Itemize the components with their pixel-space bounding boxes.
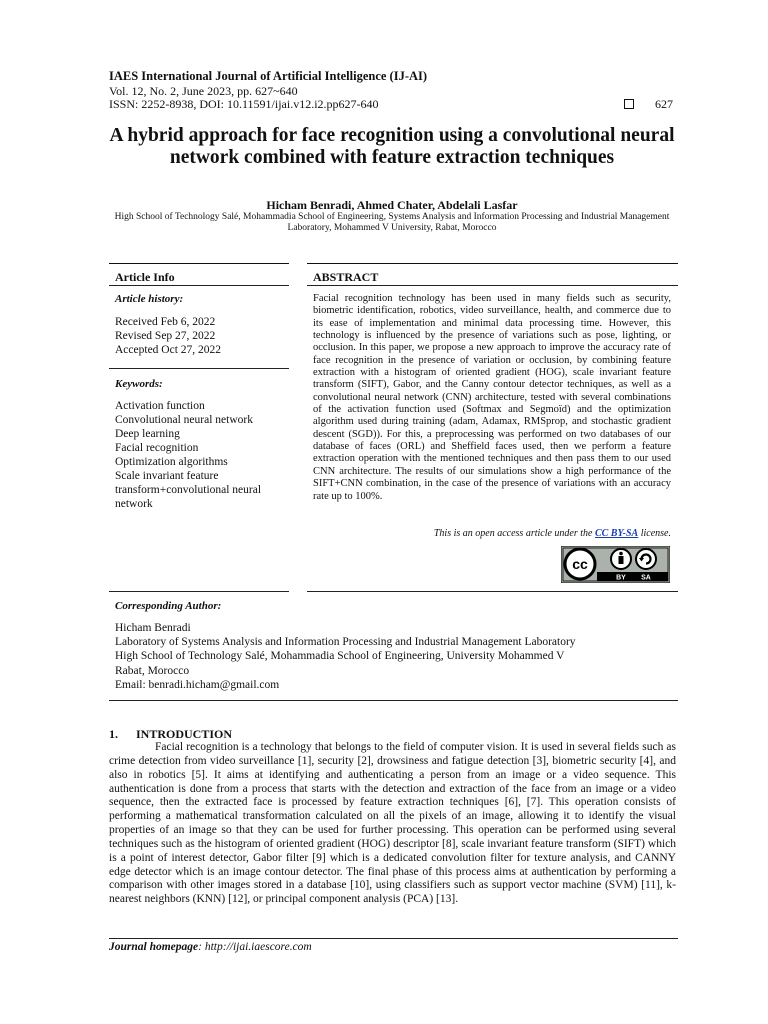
footer-rule <box>109 938 678 939</box>
cc-by-sa-link[interactable]: CC BY-SA <box>594 528 639 539</box>
author-lab: Laboratory of Systems Analysis and Information Processing and Industrial Management Laboratory <box>115 636 576 649</box>
introduction-heading: 1. INTRODUCTION <box>109 727 233 741</box>
license-prefix: This is an open access article under the <box>433 528 595 539</box>
article-history-list <box>115 315 221 357</box>
journal-homepage <box>109 941 312 953</box>
license-line <box>313 528 671 539</box>
introduction-paragraph: Facial recognition is a technology that belongs to the field of computer vision. It is used in several fields such as crime detection from video surveillance [1], security [2], drowsiness and fatigue detection [3], biometric security [4], and also in robotics [5]. It aims at identifying and authenticating a person from an image or a video sequence. This authentication is done from a process that starts with the detection and extraction of the face from an image or a video sequence, then the extracted face is processed by feature extraction techniques [6], [7]. This operation consists of performing a mathematical transformation calculated on all the pixels of an image, allowing it to identify the visual properties of an image so that they can be used for further processing. This operation can be performed using several techniques such as the histogram of oriented gradient (HOG) descriptor [8], scale invariant feature transform (SIFT) which is a point of interest detector, Gabor filter [9] which is a dedicated convolution filter for texture analysis, and CANNY edge detector which is an image contour detector. The final phase of this process aims at authentication by performing a comparison with other images stored in a database [10], using classifiers such as support vector machine (SVM) [11], k-nearest neighbors (KNN) [12], or principal component analysis (PCA) [13]. <box>109 741 676 906</box>
history-revised: Revised Sep 27, 2022 <box>115 330 216 342</box>
journal-homepage-url[interactable]: : http://ijai.iaescore.com <box>198 941 312 953</box>
keywords-bottom-rule <box>109 591 289 592</box>
journal-homepage-label: Journal homepage <box>109 941 199 953</box>
author-list: Hicham Benradi, Ahmed Chater, Abdelali Lasfar <box>266 198 518 212</box>
cc-letters: cc <box>572 556 588 572</box>
article-info-top-rule <box>109 263 289 264</box>
keyword-item: Scale invariant feature <box>115 470 219 482</box>
article-info-heading-rule <box>109 285 289 286</box>
paper-title: A hybrid approach for face recognition using a convolutional neural network combined with feature extraction techniques <box>109 125 675 168</box>
abstract-text: Facial recognition technology has been used in many fields such as security, biometric identification, robotics, video surveillance, health, and commerce due to its ease of implementation and minimal data processing time. However, this technology is influenced by the presence of variations such as pose, lighting, or occlusion. In this paper, we propose a new approach to improve the accuracy rate of face recognition in the presence of variation or occlusion, by combining feature extraction with a histogram of oriented gradient (HOG), scale invariant feature transform (SIFT), Gabor, and the Canny contour detector techniques, as well as a convolutional neural network (CNN) architecture, tested with several combinations of the activation function used (Softmax and Segmoïd) and the optimization algorithm used during training (adam, Adamax, RMSprop, and stochastic gradient descent (SGD)). For this, a preprocessing was performed on two databases of our database of faces (ORL) and Sheffield faces used, then we perform a feature extraction operation with the mentioned techniques and then pass them to our used CNN architecture. The results of our simulations show a high performance of the SIFT+CNN combination, in the case of the presence of variations with an accuracy rate up to 100%. <box>313 293 671 502</box>
keyword-item: Optimization algorithms <box>115 456 228 468</box>
issn-doi-line: ISSN: 2252-8938, DOI: 10.11591/ijai.v12.i2.pp627-640 <box>109 97 379 111</box>
history-divider-rule <box>109 368 289 369</box>
square-box-icon <box>624 99 634 109</box>
abstract-heading: ABSTRACT <box>313 270 379 284</box>
abstract-heading-rule <box>307 285 678 286</box>
keyword-item: Activation function <box>115 400 205 412</box>
keyword-item: Facial recognition <box>115 442 199 454</box>
introduction-body <box>109 741 676 907</box>
badge-sa-label: SA <box>641 574 651 582</box>
author-school: High School of Technology Salé, Mohammadia School of Engineering, University Mohammed V <box>115 650 565 663</box>
history-received: Received Feb 6, 2022 <box>115 316 216 328</box>
corresponding-bottom-rule <box>109 700 678 701</box>
keyword-item: Deep learning <box>115 428 180 440</box>
badge-by-label: BY <box>616 574 626 582</box>
keyword-item: network <box>115 498 153 510</box>
history-accepted: Accepted Oct 27, 2022 <box>115 344 222 356</box>
keyword-item: transform+convolutional neural <box>115 484 262 496</box>
keyword-item: Convolutional neural network <box>115 414 253 426</box>
author-email: Email: benradi.hicham@gmail.com <box>115 678 280 691</box>
affiliation: High School of Technology Salé, Mohammadia School of Engineering, Systems Analysis and Information Processing and Industrial Management Laboratory, Mohammed V University, Rabat, Morocco <box>114 212 670 233</box>
page-number: 627 <box>655 97 673 111</box>
article-info-heading: Article Info <box>115 270 175 284</box>
author-name: Hicham Benradi <box>115 622 191 634</box>
journal-name: IAES International Journal of Artificial Intelligence (IJ-AI) <box>109 69 428 83</box>
keywords-heading: Keywords: <box>115 378 163 390</box>
license-suffix: license. <box>638 528 671 539</box>
corresponding-author-heading: Corresponding Author: <box>115 600 222 612</box>
corresponding-author-details <box>115 621 576 692</box>
cc-by-sa-badge-icon[interactable] <box>561 546 670 583</box>
abstract-top-rule <box>307 263 678 264</box>
keywords-list <box>115 399 261 511</box>
author-city: Rabat, Morocco <box>115 664 190 677</box>
abstract-bottom-rule <box>307 591 678 592</box>
volume-line: Vol. 12, No. 2, June 2023, pp. 627~640 <box>109 84 298 98</box>
article-history-heading: Article history: <box>115 293 184 305</box>
